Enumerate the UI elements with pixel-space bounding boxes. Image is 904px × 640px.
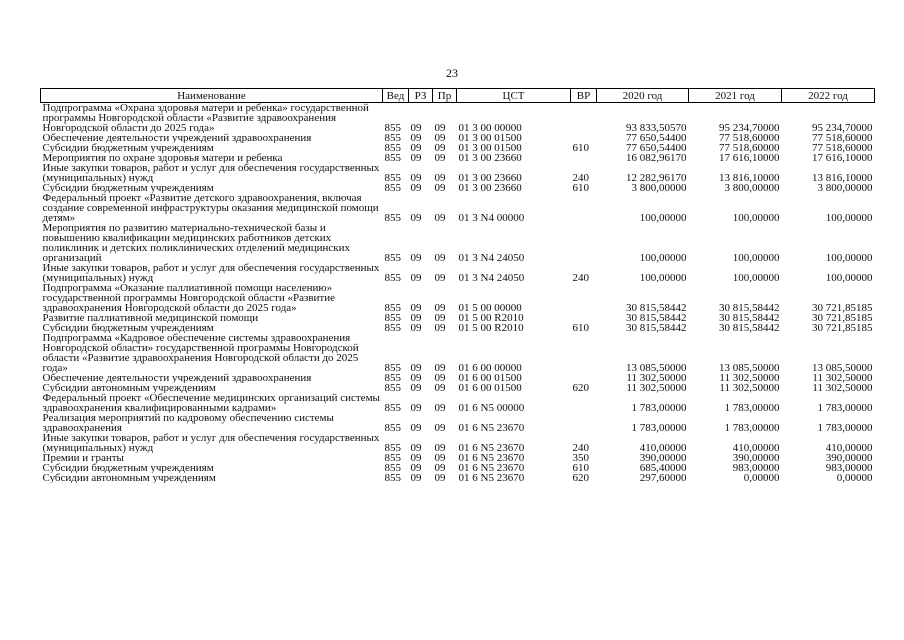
row-vr: 620 [572, 383, 589, 393]
table-row [41, 193, 875, 223]
table-row [41, 433, 875, 453]
row-name: Иные закупки товаров, работ и услуг для обеспечения государственных (муниципальных) нужд [42, 433, 380, 453]
row-vr: 610 [572, 463, 589, 473]
row-name: Иные закупки товаров, работ и услуг для обеспечения государственных (муниципальных) нужд [42, 263, 380, 283]
row-pr: 09 [434, 323, 446, 333]
row-name: Субсидии бюджетным учреждениям [42, 323, 214, 333]
row-2021: 30 815,58442 [719, 313, 780, 323]
row-pr: 09 [434, 373, 446, 383]
table-row [41, 383, 875, 393]
row-cst: 01 6 N5 23670 [458, 422, 525, 433]
row-cst: 01 6 N5 23670 [458, 442, 525, 453]
row-2020: 30 815,58442 [626, 313, 687, 323]
table-row [41, 453, 875, 463]
row-2020: 390,00000 [639, 453, 687, 463]
row-pr: 09 [434, 153, 446, 163]
table-row [41, 183, 875, 193]
row-2020: 30 815,58442 [626, 323, 687, 333]
row-2020: 93 833,50570 [626, 122, 687, 133]
row-2021: 11 302,50000 [719, 383, 780, 393]
row-ved: 855 [384, 252, 401, 263]
row-name: Развитие паллиативной медицинской помощи [42, 313, 259, 323]
row-2021: 1 783,00000 [724, 422, 780, 433]
row-vr [571, 223, 597, 263]
row-cst: 01 3 00 23660 [458, 172, 522, 183]
table-row [41, 473, 875, 483]
row-rz: 09 [410, 252, 422, 263]
col-header-cst: ЦСТ [457, 89, 571, 103]
row-ved: 855 [384, 212, 401, 223]
row-2022: 100,00000 [825, 272, 873, 283]
row-rz: 09 [410, 143, 422, 153]
row-2020: 12 282,96170 [626, 172, 687, 183]
row-cst: 01 3 N4 00000 [458, 212, 525, 223]
row-2022: 410,00000 [825, 442, 873, 453]
row-name: Обеспечение деятельности учреждений здравоохранения [42, 373, 312, 383]
row-vr [571, 313, 597, 323]
row-name: Субсидии автономным учреждениям [42, 473, 216, 483]
row-rz: 09 [410, 272, 422, 283]
row-vr: 620 [572, 473, 589, 483]
table-row [41, 143, 875, 153]
row-2020: 11 302,50000 [626, 383, 687, 393]
table-row [41, 103, 875, 134]
row-rz: 09 [410, 153, 422, 163]
row-2022: 1 783,00000 [817, 422, 873, 433]
row-2020: 297,60000 [639, 473, 687, 483]
table-row [41, 413, 875, 433]
row-2022: 0,00000 [836, 473, 873, 483]
row-2022: 11 302,50000 [812, 383, 873, 393]
row-2021: 30 815,58442 [719, 302, 780, 313]
row-rz: 09 [410, 402, 422, 413]
row-rz: 09 [410, 422, 422, 433]
row-2021: 77 518,60000 [719, 143, 780, 153]
col-header-2020: 2020 год [597, 89, 689, 103]
row-cst: 01 3 00 01500 [458, 143, 522, 153]
row-2021: 390,00000 [732, 453, 780, 463]
row-rz: 09 [410, 453, 422, 463]
row-name: Премии и гранты [42, 453, 124, 463]
row-pr: 09 [434, 172, 446, 183]
table-row [41, 463, 875, 473]
row-rz: 09 [410, 133, 422, 143]
row-pr: 09 [434, 313, 446, 323]
row-2021: 983,00000 [732, 463, 780, 473]
row-name: Федеральный проект «Обеспечение медицинских организаций системы здравоохранения квалифицированными кадрами» [42, 393, 380, 413]
row-cst: 01 5 00 R2010 [458, 323, 524, 333]
row-cst: 01 3 00 01500 [458, 133, 522, 143]
row-name: Обеспечение деятельности учреждений здравоохранения [42, 133, 312, 143]
row-2022: 13 085,50000 [812, 362, 873, 373]
row-vr [571, 103, 597, 134]
col-header-2021: 2021 год [689, 89, 782, 103]
row-ved: 855 [384, 133, 401, 143]
row-2020: 11 302,50000 [626, 373, 687, 383]
row-2022: 13 816,10000 [812, 172, 873, 183]
row-ved: 855 [384, 402, 401, 413]
row-2022: 100,00000 [825, 212, 873, 223]
row-2022: 100,00000 [825, 252, 873, 263]
row-vr [571, 283, 597, 313]
row-name: Субсидии бюджетным учреждениям [42, 143, 214, 153]
row-pr: 09 [434, 362, 446, 373]
row-ved: 855 [384, 422, 401, 433]
row-ved: 855 [384, 313, 401, 323]
table-row [41, 283, 875, 313]
row-ved: 855 [384, 172, 401, 183]
row-pr: 09 [434, 453, 446, 463]
row-vr: 610 [572, 323, 589, 333]
row-2021: 410,00000 [732, 442, 780, 453]
row-vr [571, 413, 597, 433]
row-cst: 01 6 N5 23670 [458, 463, 525, 473]
row-2021: 100,00000 [732, 272, 780, 283]
col-header-name: Наименование [41, 89, 383, 103]
row-2021: 1 783,00000 [724, 402, 780, 413]
row-ved: 855 [384, 473, 401, 483]
row-2020: 100,00000 [639, 212, 687, 223]
row-name: Федеральный проект «Развитие детского здравоохранения, включая создание современной инфраструктуры оказания медицинской помощи детям» [42, 193, 379, 223]
row-cst: 01 6 00 00000 [458, 362, 522, 373]
row-pr: 09 [434, 143, 446, 153]
row-cst: 01 6 N5 23670 [458, 453, 525, 463]
row-ved: 855 [384, 143, 401, 153]
row-vr [571, 133, 597, 143]
row-pr: 09 [434, 442, 446, 453]
row-vr [571, 373, 597, 383]
table-row [41, 153, 875, 163]
row-rz: 09 [410, 383, 422, 393]
row-name: Реализация мероприятий по кадровому обеспечению системы здравоохранения [42, 413, 334, 433]
row-name: Мероприятия по развитию материально-технической базы и повышению квалификации медицинских работников детских поликлиник и детских поликлинических отделений медицинских организаций [42, 223, 351, 263]
table-row [41, 133, 875, 143]
row-rz: 09 [410, 212, 422, 223]
row-pr: 09 [434, 252, 446, 263]
col-header-rz: РЗ [409, 89, 433, 103]
table-row [41, 223, 875, 263]
row-name: Субсидии бюджетным учреждениям [42, 183, 214, 193]
row-rz: 09 [410, 323, 422, 333]
row-2021: 13 816,10000 [719, 172, 780, 183]
table-row [41, 163, 875, 183]
row-cst: 01 5 00 00000 [458, 302, 522, 313]
row-2021: 3 800,00000 [724, 183, 780, 193]
table-row [41, 263, 875, 283]
page-number: 23 [446, 66, 458, 80]
row-vr: 240 [572, 442, 589, 453]
row-rz: 09 [410, 442, 422, 453]
row-2020: 30 815,58442 [626, 302, 687, 313]
row-2020: 685,40000 [639, 463, 687, 473]
row-name: Подпрограмма «Оказание паллиативной помощи населению» государственной программы Новгородской области «Развитие здравоохранения Новгородской области до 2025 года» [42, 283, 335, 313]
row-name: Мероприятия по охране здоровья матери и ребенка [42, 153, 283, 163]
table-row [41, 393, 875, 413]
col-header-2022: 2022 год [782, 89, 875, 103]
row-ved: 855 [384, 362, 401, 373]
row-pr: 09 [434, 183, 446, 193]
row-name: Субсидии автономным учреждениям [42, 383, 216, 393]
row-2021: 0,00000 [743, 473, 780, 483]
row-vr [571, 193, 597, 223]
row-2021: 17 616,10000 [719, 153, 780, 163]
row-2022: 30 721,85185 [812, 302, 873, 313]
row-ved: 855 [384, 383, 401, 393]
row-2022: 11 302,50000 [812, 373, 873, 383]
row-2020: 3 800,00000 [631, 183, 687, 193]
row-cst: 01 3 N4 24050 [458, 272, 525, 283]
row-pr: 09 [434, 463, 446, 473]
row-ved: 855 [384, 272, 401, 283]
row-2020: 100,00000 [639, 252, 687, 263]
row-name: Субсидии бюджетным учреждениям [42, 463, 214, 473]
table-header-row [41, 89, 875, 103]
row-cst: 01 5 00 R2010 [458, 313, 524, 323]
table-row [41, 333, 875, 373]
row-2022: 77 518,60000 [812, 133, 873, 143]
row-rz: 09 [410, 122, 422, 133]
row-vr: 610 [572, 143, 589, 153]
row-vr: 240 [572, 172, 589, 183]
row-ved: 855 [384, 453, 401, 463]
row-2020: 16 082,96170 [626, 153, 687, 163]
row-vr: 240 [572, 272, 589, 283]
row-pr: 09 [434, 302, 446, 313]
row-2020: 1 783,00000 [631, 402, 687, 413]
row-2022: 17 616,10000 [812, 153, 873, 163]
row-rz: 09 [410, 172, 422, 183]
row-vr: 350 [572, 453, 589, 463]
row-2022: 30 721,85185 [812, 323, 873, 333]
row-ved: 855 [384, 442, 401, 453]
col-header-pr: Пр [433, 89, 457, 103]
row-cst: 01 6 N5 23670 [458, 473, 525, 483]
row-pr: 09 [434, 402, 446, 413]
row-ved: 855 [384, 183, 401, 193]
row-ved: 855 [384, 122, 401, 133]
col-header-ved: Вед [383, 89, 409, 103]
row-pr: 09 [434, 133, 446, 143]
row-2022: 95 234,70000 [812, 122, 873, 133]
row-2022: 983,00000 [825, 463, 873, 473]
row-rz: 09 [410, 463, 422, 473]
row-2021: 100,00000 [732, 212, 780, 223]
row-rz: 09 [410, 302, 422, 313]
row-pr: 09 [434, 272, 446, 283]
row-2021: 95 234,70000 [719, 122, 780, 133]
row-pr: 09 [434, 422, 446, 433]
row-2020: 13 085,50000 [626, 362, 687, 373]
row-cst: 01 3 00 00000 [458, 122, 522, 133]
row-rz: 09 [410, 313, 422, 323]
row-pr: 09 [434, 383, 446, 393]
row-ved: 855 [384, 463, 401, 473]
row-2022: 390,00000 [825, 453, 873, 463]
row-cst: 01 6 00 01500 [458, 373, 522, 383]
table-row [41, 313, 875, 323]
row-pr: 09 [434, 212, 446, 223]
row-vr: 610 [572, 183, 589, 193]
row-cst: 01 3 00 23660 [458, 183, 522, 193]
row-pr: 09 [434, 473, 446, 483]
row-2020: 410,00000 [639, 442, 687, 453]
row-ved: 855 [384, 153, 401, 163]
row-vr [571, 333, 597, 373]
row-name: Иные закупки товаров, работ и услуг для обеспечения государственных (муниципальных) нужд [42, 163, 380, 183]
row-cst: 01 3 00 23660 [458, 153, 522, 163]
row-rz: 09 [410, 183, 422, 193]
row-rz: 09 [410, 362, 422, 373]
row-vr [571, 153, 597, 163]
row-name: Подпрограмма «Кадровое обеспечение системы здравоохранения Новгородской области» государственной программы Новгородской области «Развитие здравоохранения Новгородской области до 2025 года» [42, 333, 359, 373]
row-cst: 01 6 N5 00000 [458, 402, 525, 413]
row-vr [571, 393, 597, 413]
row-2022: 30 721,85185 [812, 313, 873, 323]
table-row [41, 323, 875, 333]
row-2021: 100,00000 [732, 252, 780, 263]
row-rz: 09 [410, 473, 422, 483]
row-2020: 77 650,54400 [626, 143, 687, 153]
budget-table [40, 88, 875, 483]
row-ved: 855 [384, 302, 401, 313]
row-2020: 1 783,00000 [631, 422, 687, 433]
col-header-vr: ВР [571, 89, 597, 103]
row-rz: 09 [410, 373, 422, 383]
row-ved: 855 [384, 323, 401, 333]
row-pr: 09 [434, 122, 446, 133]
row-2020: 77 650,54400 [626, 133, 687, 143]
row-cst: 01 6 00 01500 [458, 383, 522, 393]
row-2021: 11 302,50000 [719, 373, 780, 383]
row-2021: 30 815,58442 [719, 323, 780, 333]
row-2022: 77 518,60000 [812, 143, 873, 153]
row-cst: 01 3 N4 24050 [458, 252, 525, 263]
row-ved: 855 [384, 373, 401, 383]
row-name: Подпрограмма «Охрана здоровья матери и ребенка» государственной программы Новгородской области «Развитие здравоохранения Новгородской области до 2025 года» [42, 102, 369, 133]
row-2021: 13 085,50000 [719, 362, 780, 373]
row-2022: 3 800,00000 [817, 183, 873, 193]
table-row [41, 373, 875, 383]
row-2021: 77 518,60000 [719, 133, 780, 143]
row-2022: 1 783,00000 [817, 402, 873, 413]
row-2020: 100,00000 [639, 272, 687, 283]
